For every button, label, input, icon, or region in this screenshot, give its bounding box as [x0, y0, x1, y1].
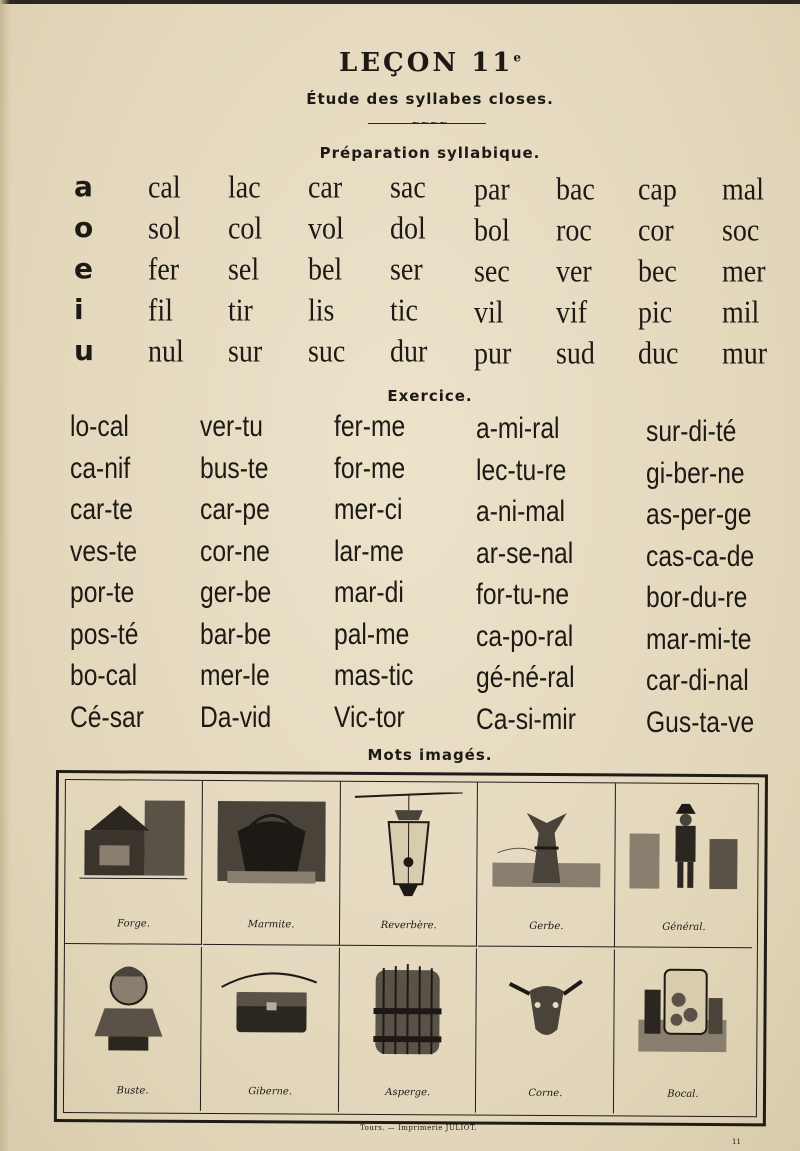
asparagus-bundle-icon [353, 958, 462, 1069]
exercise-word: Gus-ta-ve [646, 705, 755, 739]
syllable: pic [638, 295, 673, 331]
picture-caption: Reverbère. [380, 919, 437, 932]
exercise-row [0, 576, 800, 617]
exercise-word: cas-ca-de [646, 539, 755, 573]
divider-ornament: ~~~~ [411, 116, 448, 129]
exercise-word: lo-cal [70, 410, 129, 443]
exercise-row [0, 618, 800, 659]
syllable: roc [556, 213, 592, 249]
exercise-word: bus-te [200, 451, 269, 485]
exercise-word: pos-té [70, 617, 139, 651]
syllable: cor [638, 213, 674, 249]
syllable: lis [308, 293, 335, 329]
syllable-row [0, 334, 800, 374]
title-superscript: e [513, 50, 522, 65]
picture-caption: Giberne. [248, 1086, 293, 1098]
syllable: par [474, 172, 510, 208]
picture-cell [65, 780, 203, 945]
picture-caption: Général. [662, 921, 706, 933]
syllable: sec [474, 254, 510, 290]
picture-cell [478, 783, 616, 948]
syllable: car [308, 170, 343, 206]
vowel-label: a [74, 170, 93, 203]
exercise-word: mar-di [334, 576, 404, 609]
exercise-word: por-te [70, 576, 135, 609]
syllable: sac [390, 170, 426, 206]
picture-cell [202, 947, 340, 1112]
exercise-row [0, 493, 800, 534]
picture-caption: Bocal. [667, 1088, 699, 1100]
exercise-word: Ca-si-mir [476, 702, 576, 736]
street-lantern-icon [354, 792, 463, 903]
exercise-word: cor-ne [200, 534, 270, 568]
vowel-label: e [74, 252, 93, 285]
exercise-word: ves-te [70, 534, 138, 568]
printer-imprint: Tours. — Imprimerie JULIOT. [360, 1124, 477, 1132]
syllable: mal [722, 172, 764, 208]
syllable: fil [148, 293, 173, 329]
pictures-heading: Mots imagés. [367, 746, 493, 764]
exercise-row [0, 659, 800, 700]
picture-caption: Asperge. [385, 1087, 431, 1099]
exercise-word: mas-tic [334, 659, 414, 692]
syllable: vol [308, 211, 344, 247]
lesson-title: LEÇON 11e [338, 48, 522, 78]
top-border [0, 0, 800, 4]
exercise-row [0, 410, 800, 451]
exercise-word: as-per-ge [646, 498, 752, 531]
exercise-word: bo-cal [70, 659, 138, 692]
bust-icon [78, 956, 187, 1067]
exercise-word: ca-po-ral [476, 619, 574, 653]
syllable: vif [556, 295, 588, 331]
exercise-word: for-me [334, 451, 406, 485]
syllable-row [0, 252, 800, 292]
exercise-word: a-mi-ral [476, 412, 560, 445]
syllable: sol [148, 211, 181, 247]
picture-grid [63, 779, 759, 1117]
syllable: mur [722, 336, 768, 372]
exercise-word: car-di-nal [646, 664, 749, 697]
exercise-row [0, 535, 800, 576]
picture-caption: Buste. [116, 1085, 149, 1097]
syllabic-heading: Préparation syllabique. [319, 144, 541, 162]
exercise-word: Da-vid [200, 700, 272, 734]
syllable: ver [556, 254, 592, 290]
syllable: duc [638, 336, 679, 372]
picture-caption: Gerbe. [529, 920, 564, 933]
exercise-word: bor-du-re [646, 581, 748, 614]
syllable: cal [148, 170, 181, 206]
exercise-word: mer-ci [334, 493, 403, 526]
syllable: cap [638, 172, 677, 208]
syllable: bel [308, 252, 343, 288]
exercise-word: fer-me [334, 410, 406, 443]
picture-frame [54, 770, 768, 1126]
bull-horn-icon [491, 959, 600, 1070]
syllable: dur [390, 334, 428, 370]
jar-icon [629, 960, 738, 1071]
cartridge-pouch-icon [216, 957, 325, 1068]
vowel-label: i [74, 293, 84, 326]
syllable: nul [148, 334, 184, 370]
lesson-subtitle: Étude des syllabes closes. [306, 90, 554, 108]
exercise-word: ger-be [200, 576, 272, 609]
syllable: dol [390, 211, 426, 247]
syllable: bac [556, 172, 595, 208]
vowel-label: u [74, 334, 94, 367]
picture-cell [340, 782, 478, 947]
syllable: tir [228, 293, 253, 329]
exercise-word: ver-tu [200, 410, 263, 443]
exercise-heading: Exercice. [387, 387, 473, 405]
syllable: suc [308, 334, 346, 370]
picture-caption: Marmite. [247, 919, 295, 931]
syllable: ser [390, 252, 423, 288]
syllable: mil [722, 295, 760, 331]
syllable: bol [474, 213, 510, 249]
forge-icon [79, 790, 188, 901]
exercise-word: a-ni-mal [476, 495, 566, 528]
syllable: vil [474, 295, 504, 331]
syllable: col [228, 211, 263, 247]
syllable: sur [228, 334, 263, 370]
syllable-row [0, 293, 800, 333]
exercise-word: bar-be [200, 617, 272, 651]
exercise-word: pal-me [334, 617, 410, 651]
page-mark: 11 [732, 1138, 741, 1146]
picture-cell [615, 783, 753, 948]
syllable: fer [148, 252, 180, 288]
picture-cell [64, 946, 202, 1111]
exercise-word: Vic-tor [334, 700, 405, 734]
exercise-word: lar-me [334, 534, 404, 568]
picture-cell [477, 949, 615, 1114]
exercise-row [0, 452, 800, 493]
exercise-word: lec-tu-re [476, 453, 567, 487]
exercise-word: for-tu-ne [476, 578, 570, 611]
exercise-word: ca-nif [70, 451, 131, 485]
picture-caption: Corne. [528, 1087, 563, 1100]
exercise-word: sur-di-té [646, 415, 737, 448]
syllable: mer [722, 254, 766, 290]
exercise-word: gi-ber-ne [646, 456, 745, 490]
picture-cell [614, 949, 752, 1114]
syllable-row [0, 211, 800, 251]
exercise-word: ar-se-nal [476, 536, 574, 570]
syllable: sud [556, 336, 595, 372]
exercise-word: Cé-sar [70, 700, 144, 734]
syllable: bec [638, 254, 677, 290]
picture-cell [203, 781, 341, 946]
syllable: pur [474, 336, 512, 372]
exercise-word: car-pe [200, 493, 270, 526]
exercise-row [0, 701, 800, 742]
general-figure-icon [630, 794, 739, 905]
exercise-word: car-te [70, 493, 133, 526]
wheat-sheaf-icon [492, 793, 601, 904]
picture-caption: Forge. [117, 918, 150, 930]
syllable: tic [390, 293, 418, 329]
syllable: sel [228, 252, 260, 288]
syllable: lac [228, 170, 261, 206]
exercise-word: gé-né-ral [476, 661, 575, 694]
cooking-pot-icon [217, 791, 326, 902]
picture-cell [339, 948, 477, 1113]
exercise-word: mar-mi-te [646, 622, 752, 656]
syllable-row [0, 170, 800, 210]
exercise-word: mer-le [200, 659, 270, 692]
syllable: soc [722, 213, 760, 249]
vowel-label: o [74, 211, 94, 244]
